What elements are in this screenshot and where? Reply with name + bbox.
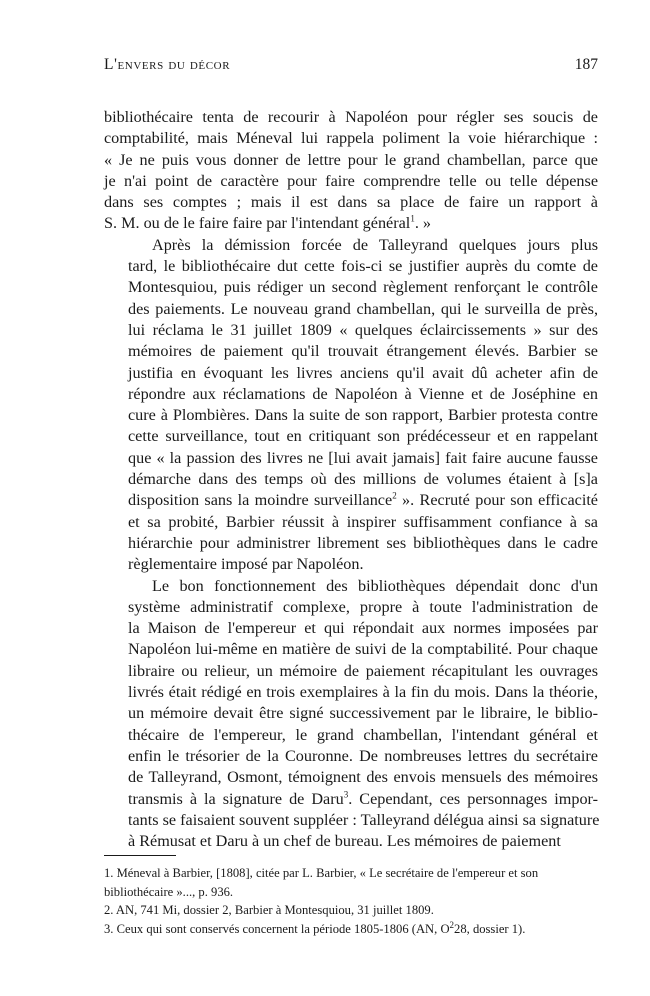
text-line: de Talleyrand, Osmont, témoignent des envois mensuels des mémoires (128, 768, 598, 787)
text-line: dans ses comptes ; mais il est dans sa place de faire un rapport à (104, 193, 598, 212)
text-line: cette surveillance, tout en critiquant son prédécesseur et en rappelant (128, 427, 598, 446)
footnote-line: 1. Méneval à Barbier, [1808], citée par L. Barbier, « Le secrétaire de l'empereur et son (104, 866, 539, 880)
text-line: Montesquiou, puis rédiger un second règlement renforçant le contrôle (128, 278, 598, 297)
text-line: et sa probité, Barbier réussit à inspirer suffisamment confiance à sa (128, 512, 598, 531)
text-line: disposition sans la moindre surveillance$^2$ ». Recruté pour son efficacité (128, 490, 598, 510)
footnote-line: bibliothécaire »..., p. 936. (104, 884, 234, 899)
text-line: S. M. ou de le faire faire par l'intendant général$^1$. » (104, 214, 431, 233)
footnote-marker: 3 (343, 789, 349, 800)
text-line: un mémoire devait être signé successivement par le libraire, le biblio- (128, 704, 598, 723)
text-line: tants se faisaient souvent suppléer : Talleyrand délégua ainsi sa signature (128, 810, 600, 829)
text-line: Après la démission forcée de Talleyrand quelques jours plus (152, 235, 598, 254)
footnote-marker: 2 (449, 919, 455, 930)
text-line: « Je ne puis vous donner de lettre pour le grand chambellan, parce que (104, 150, 598, 169)
main-text (104, 107, 598, 852)
paragraph (104, 235, 598, 576)
text-line: système administratif complexe, propre à toute l'administration de (128, 597, 598, 616)
text-line: thécaire de l'empereur, le grand chambellan, l'intendant général et (128, 725, 598, 744)
footnote-line: 2. AN, 741 Mi, dossier 2, Barbier à Montesquiou, 31 juillet 1809. (104, 903, 434, 917)
text-line: que « la passion des livres ne [lui avait jamais] fait faire aucune fausse (128, 448, 598, 467)
running-header (104, 56, 598, 80)
text-line: je n'ai point de caractère pour faire comprendre telle ou telle dépense (104, 171, 598, 190)
text-line: libraire ou relieur, un mémoire de paiement récapitulant les ouvrages (128, 661, 598, 680)
text-line: enfin le trésorier de la Couronne. De nombreuses lettres du secrétaire (128, 746, 598, 765)
text-line: justifia en évoquant les livres anciens qu'il avait dû acheter afin de (128, 363, 598, 382)
text-line: livrés était rédigé en trois exemplaires à la fin du mois. Dans la théorie, (128, 683, 598, 702)
running-head-title: L'envers du décor (104, 56, 231, 73)
text-line: répondre aux réclamations de Napoléon à Vienne et de Joséphine en (128, 384, 598, 403)
text-line: bibliothécaire tenta de recourir à Napoléon pour régler ses soucis de (104, 108, 598, 126)
text-line: tard, le bibliothécaire dut cette fois-ci se justifier auprès du comte de (128, 257, 598, 276)
text-line: règlementaire imposé par Napoléon. (128, 555, 364, 574)
text-line: transmis à la signature de Daru$^3$. Cependant, ces personnages impor- (128, 789, 598, 808)
paragraph (104, 107, 598, 235)
text-line: Napoléon lui-même en matière de suivi de la comptabilité. Pour chaque (128, 640, 598, 659)
text-line: lui réclama le 31 juillet 1809 « quelques éclaircissements » sur des (128, 320, 598, 339)
footnotes (104, 864, 598, 938)
text-line: cure à Plombières. Dans la suite de son rapport, Barbier protesta contre (128, 406, 598, 425)
text-line: des paiements. Le nouveau grand chambellan, qui le surveilla de près, (128, 299, 598, 318)
text-line: à Rémusat et Daru à un chef de bureau. Les mémoires de paiement (128, 832, 561, 851)
text-line: démarche dans des temps où des millions de volumes étaient à [s]a (128, 470, 598, 489)
text-line: comptabilité, mais Méneval lui rappela poliment la voie hiérarchique : (104, 129, 598, 148)
text-line: la Maison de l'empereur et qui répondait aux normes imposées par (128, 619, 598, 638)
footnote-marker: 2 (392, 490, 397, 501)
paragraph (104, 576, 598, 853)
text-line: mémoires de paiement qu'il trouvait étrangement élevés. Barbier se (128, 342, 598, 361)
footnote-separator (104, 855, 176, 856)
text-line: Le bon fonctionnement des bibliothèques dépendait donc d'un (152, 576, 598, 595)
text-line: hiérarchie pour administrer librement ses bibliothèques dans le cadre (128, 533, 598, 552)
footnote-marker: 1 (410, 214, 415, 225)
page-number: 187 (574, 56, 598, 73)
footnote-line: 3. Ceux qui sont conservés concernent la période 1805-1806 (AN, $O^228$, dossier 1). (104, 919, 526, 936)
